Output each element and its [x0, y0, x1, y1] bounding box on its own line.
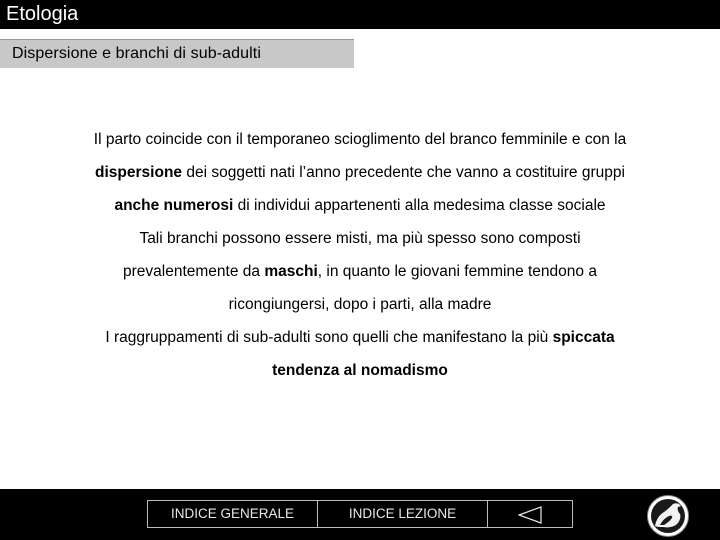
subtitle-text: Dispersione e branchi di sub-adulti [12, 45, 261, 62]
paragraph-3 [40, 321, 680, 387]
indice-generale-label: INDICE GENERALE [170, 506, 295, 521]
p1-line-1: Il parto coincide con il temporaneo scioglimento del branco femminile e con la [93, 131, 627, 148]
p3-line-1: I raggruppamenti di sub-adulti sono quelli che manifestano la più spiccata [105, 329, 615, 346]
triangle-left-icon [518, 506, 542, 524]
p1-line-3: anche numerosi di individui appartenenti alla medesima classe sociale [114, 197, 606, 214]
back-button[interactable] [487, 500, 573, 528]
indice-lezione-button[interactable] [317, 500, 488, 528]
p3-line-2 [40, 354, 680, 387]
section-subtitle [0, 39, 354, 68]
emphasis-tendenza-nomadismo: tendenza al nomadismo [272, 362, 448, 379]
p1-line-2: dispersione dei soggetti nati l’anno precedente che vanno a costituire gruppi [95, 164, 625, 181]
indice-generale-button[interactable] [147, 500, 318, 528]
p2-line-3: ricongiungersi, dopo i parti, alla madre [228, 296, 492, 313]
slide-body [40, 123, 680, 387]
emphasis-spiccata: spiccata [552, 329, 615, 346]
emphasis-anche-numerosi: anche numerosi [114, 197, 234, 214]
emphasis-dispersione: dispersione [95, 164, 183, 181]
indice-lezione-label: INDICE LEZIONE [348, 506, 457, 521]
p2-line-2: prevalentemente da maschi, in quanto le giovani femmine tendono a [123, 263, 597, 280]
paragraph-2 [40, 222, 680, 321]
paragraph-1 [40, 123, 680, 222]
emphasis-maschi: maschi [264, 263, 318, 280]
title-bar [0, 0, 720, 29]
page-title: Etologia [6, 3, 79, 25]
p2-line-1: Tali branchi possono essere misti, ma più spesso sono composti [139, 230, 581, 247]
animal-silhouette-logo[interactable] [646, 494, 690, 538]
